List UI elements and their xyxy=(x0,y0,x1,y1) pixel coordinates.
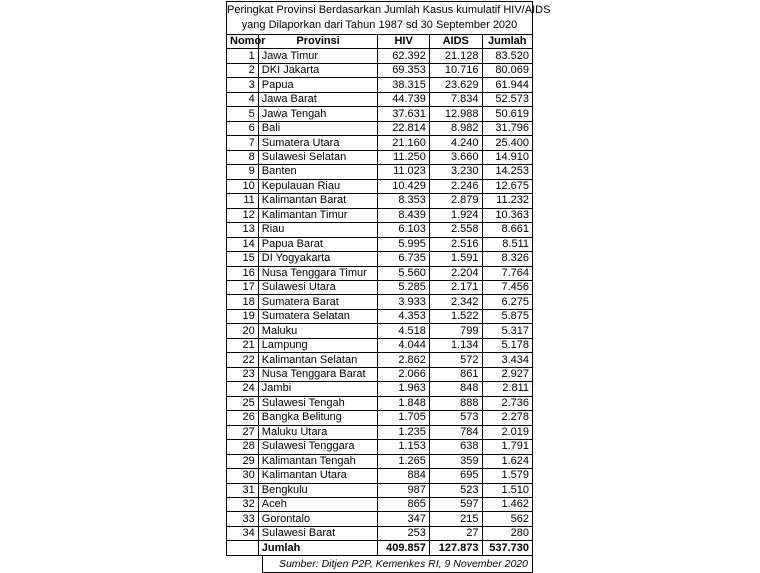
cell-jumlah: 83.520 xyxy=(482,49,532,63)
cell-jumlah: 80.069 xyxy=(482,63,532,77)
cell-jumlah: 1.510 xyxy=(482,483,532,497)
cell-hiv: 5.995 xyxy=(378,237,430,251)
cell-jumlah: 5.178 xyxy=(482,338,532,352)
cell-hiv: 5.285 xyxy=(378,280,430,294)
province-ranking-table xyxy=(226,34,533,556)
cell-provinsi: Kepulauan Riau xyxy=(258,179,378,193)
cell-hiv: 865 xyxy=(378,498,430,512)
cell-hiv: 5.560 xyxy=(378,266,430,280)
cell-nomor: 34 xyxy=(227,526,259,540)
table-row xyxy=(227,208,533,222)
cell-jumlah: 14.910 xyxy=(482,150,532,164)
cell-nomor: 5 xyxy=(227,107,259,121)
cell-jumlah: 2.278 xyxy=(482,411,532,425)
cell-provinsi: Jawa Barat xyxy=(258,92,378,106)
table-row xyxy=(227,353,533,367)
cell-provinsi: Sumatera Barat xyxy=(258,295,378,309)
cell-aids: 638 xyxy=(429,440,482,454)
cell-provinsi: Gorontalo xyxy=(258,512,378,526)
cell-nomor: 15 xyxy=(227,252,259,266)
table-row xyxy=(227,498,533,512)
cell-nomor: 20 xyxy=(227,324,259,338)
cell-nomor: 13 xyxy=(227,223,259,237)
cell-hiv: 22.814 xyxy=(378,121,430,135)
cell-aids: 888 xyxy=(429,396,482,410)
table-row xyxy=(227,396,533,410)
cell-provinsi: Sulawesi Tengah xyxy=(258,396,378,410)
cell-provinsi: Banten xyxy=(258,165,378,179)
cell-provinsi: Kalimantan Tengah xyxy=(258,454,378,468)
cell-provinsi: Papua xyxy=(258,78,378,92)
cell-jumlah: 7.456 xyxy=(482,280,532,294)
header-hiv: HIV xyxy=(378,35,430,49)
cell-aids: 572 xyxy=(429,353,482,367)
cell-jumlah: 8.326 xyxy=(482,252,532,266)
table-row xyxy=(227,295,533,309)
cell-nomor: 27 xyxy=(227,425,259,439)
cell-hiv: 4.044 xyxy=(378,338,430,352)
cell-hiv: 10.429 xyxy=(378,179,430,193)
cell-nomor: 1 xyxy=(227,49,259,63)
table-row xyxy=(227,411,533,425)
table-row xyxy=(227,223,533,237)
title-line-1: Peringkat Provinsi Berdasarkan Jumlah Kasus kumulatif HIV/AIDS xyxy=(227,4,551,16)
cell-provinsi: Sumatera Selatan xyxy=(258,309,378,323)
table-row xyxy=(227,237,533,251)
cell-jumlah: 10.363 xyxy=(482,208,532,222)
total-jumlah: 537.730 xyxy=(482,541,532,555)
cell-nomor: 22 xyxy=(227,353,259,367)
cell-nomor: 23 xyxy=(227,367,259,381)
cell-aids: 12.988 xyxy=(429,107,482,121)
cell-aids: 23.629 xyxy=(429,78,482,92)
cell-jumlah: 2.927 xyxy=(482,367,532,381)
cell-provinsi: Kalimantan Barat xyxy=(258,194,378,208)
table-row xyxy=(227,165,533,179)
cell-jumlah: 11.232 xyxy=(482,194,532,208)
cell-jumlah: 61.944 xyxy=(482,78,532,92)
source-note: Sumber: Ditjen P2P, Kemenkes RI, 9 November 2020 xyxy=(262,556,533,573)
cell-hiv: 8.353 xyxy=(378,194,430,208)
cell-nomor: 10 xyxy=(227,179,259,193)
table-row xyxy=(227,425,533,439)
table-row xyxy=(227,440,533,454)
cell-aids: 573 xyxy=(429,411,482,425)
cell-nomor: 33 xyxy=(227,512,259,526)
header-row xyxy=(227,35,533,49)
cell-provinsi: DKI Jakarta xyxy=(258,63,378,77)
cell-hiv: 11.023 xyxy=(378,165,430,179)
cell-nomor: 30 xyxy=(227,469,259,483)
cell-provinsi: Sumatera Utara xyxy=(258,136,378,150)
cell-provinsi: Nusa Tenggara Timur xyxy=(258,266,378,280)
table-row xyxy=(227,252,533,266)
table-row xyxy=(227,483,533,497)
table-row xyxy=(227,78,533,92)
cell-provinsi: Kalimantan Selatan xyxy=(258,353,378,367)
cell-jumlah: 280 xyxy=(482,526,532,540)
cell-provinsi: Riau xyxy=(258,223,378,237)
cell-aids: 695 xyxy=(429,469,482,483)
cell-nomor: 28 xyxy=(227,440,259,454)
cell-provinsi: Sulawesi Barat xyxy=(258,526,378,540)
cell-hiv: 1.153 xyxy=(378,440,430,454)
cell-hiv: 21.160 xyxy=(378,136,430,150)
cell-hiv: 4.518 xyxy=(378,324,430,338)
cell-aids: 215 xyxy=(429,512,482,526)
cell-hiv: 1.963 xyxy=(378,382,430,396)
cell-jumlah: 5.875 xyxy=(482,309,532,323)
cell-hiv: 4.353 xyxy=(378,309,430,323)
table-row xyxy=(227,512,533,526)
header-nomor: Nomor xyxy=(227,35,259,49)
cell-aids: 8.982 xyxy=(429,121,482,135)
total-hiv: 409.857 xyxy=(378,541,430,555)
cell-aids: 2.516 xyxy=(429,237,482,251)
table-row xyxy=(227,469,533,483)
cell-nomor: 3 xyxy=(227,78,259,92)
cell-aids: 2.558 xyxy=(429,223,482,237)
header-jumlah: Jumlah xyxy=(482,35,532,49)
cell-aids: 861 xyxy=(429,367,482,381)
cell-provinsi: DI Yogyakarta xyxy=(258,252,378,266)
table-row xyxy=(227,92,533,106)
table-row xyxy=(227,136,533,150)
cell-provinsi: Aceh xyxy=(258,498,378,512)
cell-aids: 2.342 xyxy=(429,295,482,309)
cell-hiv: 884 xyxy=(378,469,430,483)
cell-hiv: 62.392 xyxy=(378,49,430,63)
cell-provinsi: Bengkulu xyxy=(258,483,378,497)
cell-jumlah: 1.579 xyxy=(482,469,532,483)
cell-nomor: 7 xyxy=(227,136,259,150)
cell-aids: 2.171 xyxy=(429,280,482,294)
cell-nomor: 12 xyxy=(227,208,259,222)
cell-jumlah: 1.462 xyxy=(482,498,532,512)
cell-hiv: 2.862 xyxy=(378,353,430,367)
table-row xyxy=(227,266,533,280)
cell-provinsi: Sulawesi Tenggara xyxy=(258,440,378,454)
table-row xyxy=(227,367,533,381)
cell-nomor: 16 xyxy=(227,266,259,280)
cell-nomor: 29 xyxy=(227,454,259,468)
table-title xyxy=(226,1,551,34)
cell-hiv: 11.250 xyxy=(378,150,430,164)
cell-jumlah: 14.253 xyxy=(482,165,532,179)
cell-provinsi: Papua Barat xyxy=(258,237,378,251)
cell-aids: 2.204 xyxy=(429,266,482,280)
cell-nomor: 9 xyxy=(227,165,259,179)
cell-nomor: 21 xyxy=(227,338,259,352)
table-row xyxy=(227,526,533,540)
cell-provinsi: Maluku Utara xyxy=(258,425,378,439)
cell-nomor: 25 xyxy=(227,396,259,410)
cell-nomor: 19 xyxy=(227,309,259,323)
cell-hiv: 38.315 xyxy=(378,78,430,92)
cell-provinsi: Jawa Timur xyxy=(258,49,378,63)
cell-aids: 799 xyxy=(429,324,482,338)
cell-jumlah: 31.796 xyxy=(482,121,532,135)
cell-provinsi: Bangka Belitung xyxy=(258,411,378,425)
table-row xyxy=(227,382,533,396)
cell-aids: 27 xyxy=(429,526,482,540)
cell-aids: 3.660 xyxy=(429,150,482,164)
cell-provinsi: Jawa Tengah xyxy=(258,107,378,121)
cell-aids: 1.924 xyxy=(429,208,482,222)
cell-aids: 3.230 xyxy=(429,165,482,179)
cell-provinsi: Bali xyxy=(258,121,378,135)
table-row xyxy=(227,179,533,193)
cell-provinsi: Lampung xyxy=(258,338,378,352)
cell-jumlah: 8.511 xyxy=(482,237,532,251)
table-row xyxy=(227,49,533,63)
cell-aids: 21.128 xyxy=(429,49,482,63)
total-empty-cell xyxy=(227,541,259,555)
cell-jumlah: 25.400 xyxy=(482,136,532,150)
table-row xyxy=(227,150,533,164)
cell-provinsi: Sulawesi Utara xyxy=(258,280,378,294)
cell-provinsi: Kalimantan Timur xyxy=(258,208,378,222)
cell-jumlah: 2.811 xyxy=(482,382,532,396)
cell-jumlah: 1.624 xyxy=(482,454,532,468)
total-label: Jumlah xyxy=(258,541,378,555)
cell-hiv: 8.439 xyxy=(378,208,430,222)
cell-jumlah: 562 xyxy=(482,512,532,526)
table-row xyxy=(227,194,533,208)
total-row xyxy=(227,541,533,555)
cell-hiv: 1.265 xyxy=(378,454,430,468)
cell-jumlah: 50.619 xyxy=(482,107,532,121)
cell-jumlah: 12.675 xyxy=(482,179,532,193)
cell-aids: 1.591 xyxy=(429,252,482,266)
cell-nomor: 32 xyxy=(227,498,259,512)
cell-jumlah: 7.764 xyxy=(482,266,532,280)
cell-nomor: 18 xyxy=(227,295,259,309)
cell-jumlah: 52.573 xyxy=(482,92,532,106)
cell-provinsi: Sulawesi Selatan xyxy=(258,150,378,164)
cell-aids: 2.246 xyxy=(429,179,482,193)
cell-nomor: 4 xyxy=(227,92,259,106)
cell-aids: 784 xyxy=(429,425,482,439)
cell-nomor: 24 xyxy=(227,382,259,396)
cell-hiv: 987 xyxy=(378,483,430,497)
cell-hiv: 37.631 xyxy=(378,107,430,121)
cell-aids: 10.716 xyxy=(429,63,482,77)
cell-nomor: 31 xyxy=(227,483,259,497)
cell-nomor: 8 xyxy=(227,150,259,164)
cell-hiv: 1.235 xyxy=(378,425,430,439)
cell-aids: 597 xyxy=(429,498,482,512)
hiv-aids-table-sheet xyxy=(226,1,551,573)
cell-provinsi: Maluku xyxy=(258,324,378,338)
cell-aids: 2.879 xyxy=(429,194,482,208)
cell-jumlah: 8.661 xyxy=(482,223,532,237)
table-row xyxy=(227,338,533,352)
cell-nomor: 17 xyxy=(227,280,259,294)
cell-aids: 1.522 xyxy=(429,309,482,323)
table-row xyxy=(227,63,533,77)
cell-hiv: 3.933 xyxy=(378,295,430,309)
header-provinsi: Provinsi xyxy=(258,35,378,49)
cell-aids: 7.834 xyxy=(429,92,482,106)
cell-provinsi: Kalimantan Utara xyxy=(258,469,378,483)
total-aids: 127.873 xyxy=(429,541,482,555)
cell-provinsi: Jambi xyxy=(258,382,378,396)
cell-jumlah: 6.275 xyxy=(482,295,532,309)
cell-aids: 4.240 xyxy=(429,136,482,150)
cell-nomor: 26 xyxy=(227,411,259,425)
cell-hiv: 2.066 xyxy=(378,367,430,381)
cell-aids: 1.134 xyxy=(429,338,482,352)
cell-jumlah: 5.317 xyxy=(482,324,532,338)
table-row xyxy=(227,121,533,135)
table-row xyxy=(227,454,533,468)
cell-jumlah: 2.736 xyxy=(482,396,532,410)
cell-hiv: 347 xyxy=(378,512,430,526)
cell-hiv: 69.353 xyxy=(378,63,430,77)
cell-nomor: 6 xyxy=(227,121,259,135)
table-row xyxy=(227,280,533,294)
cell-jumlah: 2.019 xyxy=(482,425,532,439)
cell-aids: 848 xyxy=(429,382,482,396)
cell-provinsi: Nusa Tenggara Barat xyxy=(258,367,378,381)
cell-nomor: 2 xyxy=(227,63,259,77)
table-row xyxy=(227,324,533,338)
cell-hiv: 44.739 xyxy=(378,92,430,106)
cell-aids: 359 xyxy=(429,454,482,468)
cell-aids: 523 xyxy=(429,483,482,497)
table-row xyxy=(227,107,533,121)
table-row xyxy=(227,309,533,323)
cell-jumlah: 1.791 xyxy=(482,440,532,454)
cell-hiv: 1.848 xyxy=(378,396,430,410)
cell-hiv: 6.103 xyxy=(378,223,430,237)
cell-nomor: 14 xyxy=(227,237,259,251)
cell-nomor: 11 xyxy=(227,194,259,208)
cell-hiv: 6.735 xyxy=(378,252,430,266)
header-aids: AIDS xyxy=(429,35,482,49)
cell-hiv: 253 xyxy=(378,526,430,540)
title-line-2: yang Dilaporkan dari Tahun 1987 sd 30 September 2020 xyxy=(241,19,518,31)
cell-jumlah: 3.434 xyxy=(482,353,532,367)
cell-hiv: 1.705 xyxy=(378,411,430,425)
